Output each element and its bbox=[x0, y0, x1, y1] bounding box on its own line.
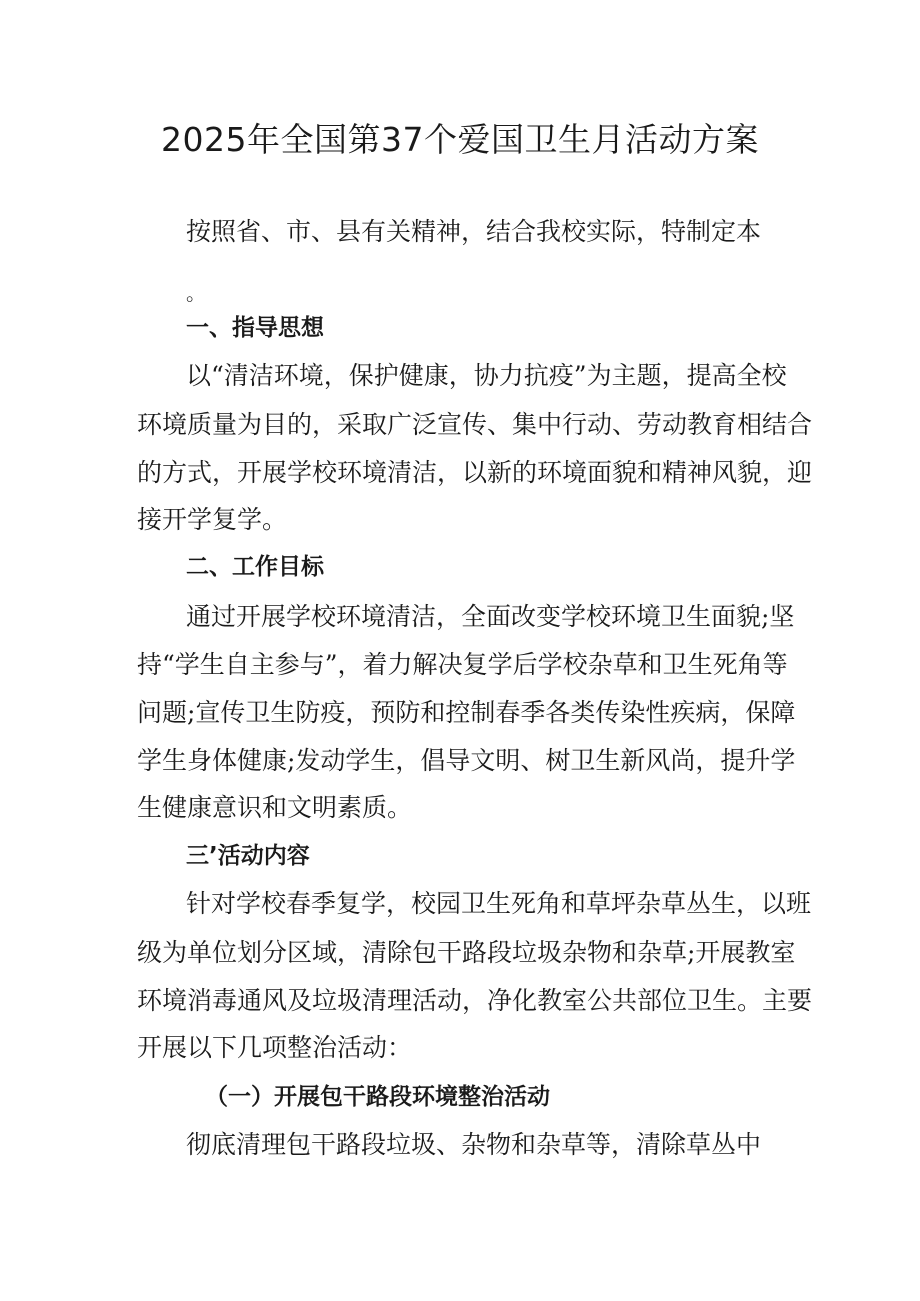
section-2-line-2: 持“学生自主参与”，着力解决复学后学校杂草和卫生死角等 bbox=[137, 650, 788, 679]
section-1-line-2: 环境质量为目的，采取广泛宣传、集中行动、劳动教育相结合 bbox=[137, 410, 813, 439]
section-3-heading: 三’活动内容 bbox=[186, 843, 310, 869]
subsection-1-heading: （一）开展包干路段环境整治活动 bbox=[205, 1084, 550, 1110]
section-2-heading: 二、工作目标 bbox=[186, 554, 324, 580]
subsection-1-line-1: 彻底清理包干路段垃圾、杂物和杂草等，清除草丛中 bbox=[186, 1130, 762, 1159]
section-3-line-3: 环境消毒通风及垃圾清理活动，净化教室公共部位卫生。主要 bbox=[137, 986, 813, 1015]
intro-line-1: 按照省、市、县有关精神，结合我校实际，特制定本 bbox=[186, 217, 762, 246]
section-1-heading: 一、指导思想 bbox=[186, 315, 324, 341]
section-3-line-4: 开展以下几项整治活动： bbox=[137, 1033, 413, 1062]
section-2-line-3: 问题;宣传卫生防疫，预防和控制春季各类传染性疾病，保障 bbox=[137, 698, 796, 727]
section-3-line-1: 针对学校春季复学，校园卫生死角和草坪杂草丛生，以班 bbox=[186, 889, 812, 918]
section-1-line-3: 的方式，开展学校环境清洁，以新的环境面貌和精神风貌，迎 bbox=[137, 458, 813, 487]
section-2-line-1: 通过开展学校环境清洁，全面改变学校环境卫生面貌;坚 bbox=[186, 602, 795, 631]
section-1-line-4: 接开学复学。 bbox=[137, 505, 288, 534]
document-title: 2025年全国第37个爱国卫生月活动方案 bbox=[161, 120, 759, 159]
intro-line-2: 。 bbox=[186, 281, 206, 305]
section-3-line-2: 级为单位划分区域，清除包干路段垃圾杂物和杂草;开展教室 bbox=[137, 938, 796, 967]
section-2-line-5: 生健康意识和文明素质。 bbox=[137, 793, 413, 822]
section-2-line-4: 学生身体健康;发动学生，倡导文明、树卫生新风尚，提升学 bbox=[137, 746, 796, 775]
section-1-line-1: 以“清洁环境，保护健康，协力抗疫”为主题，提高全校 bbox=[186, 361, 787, 390]
